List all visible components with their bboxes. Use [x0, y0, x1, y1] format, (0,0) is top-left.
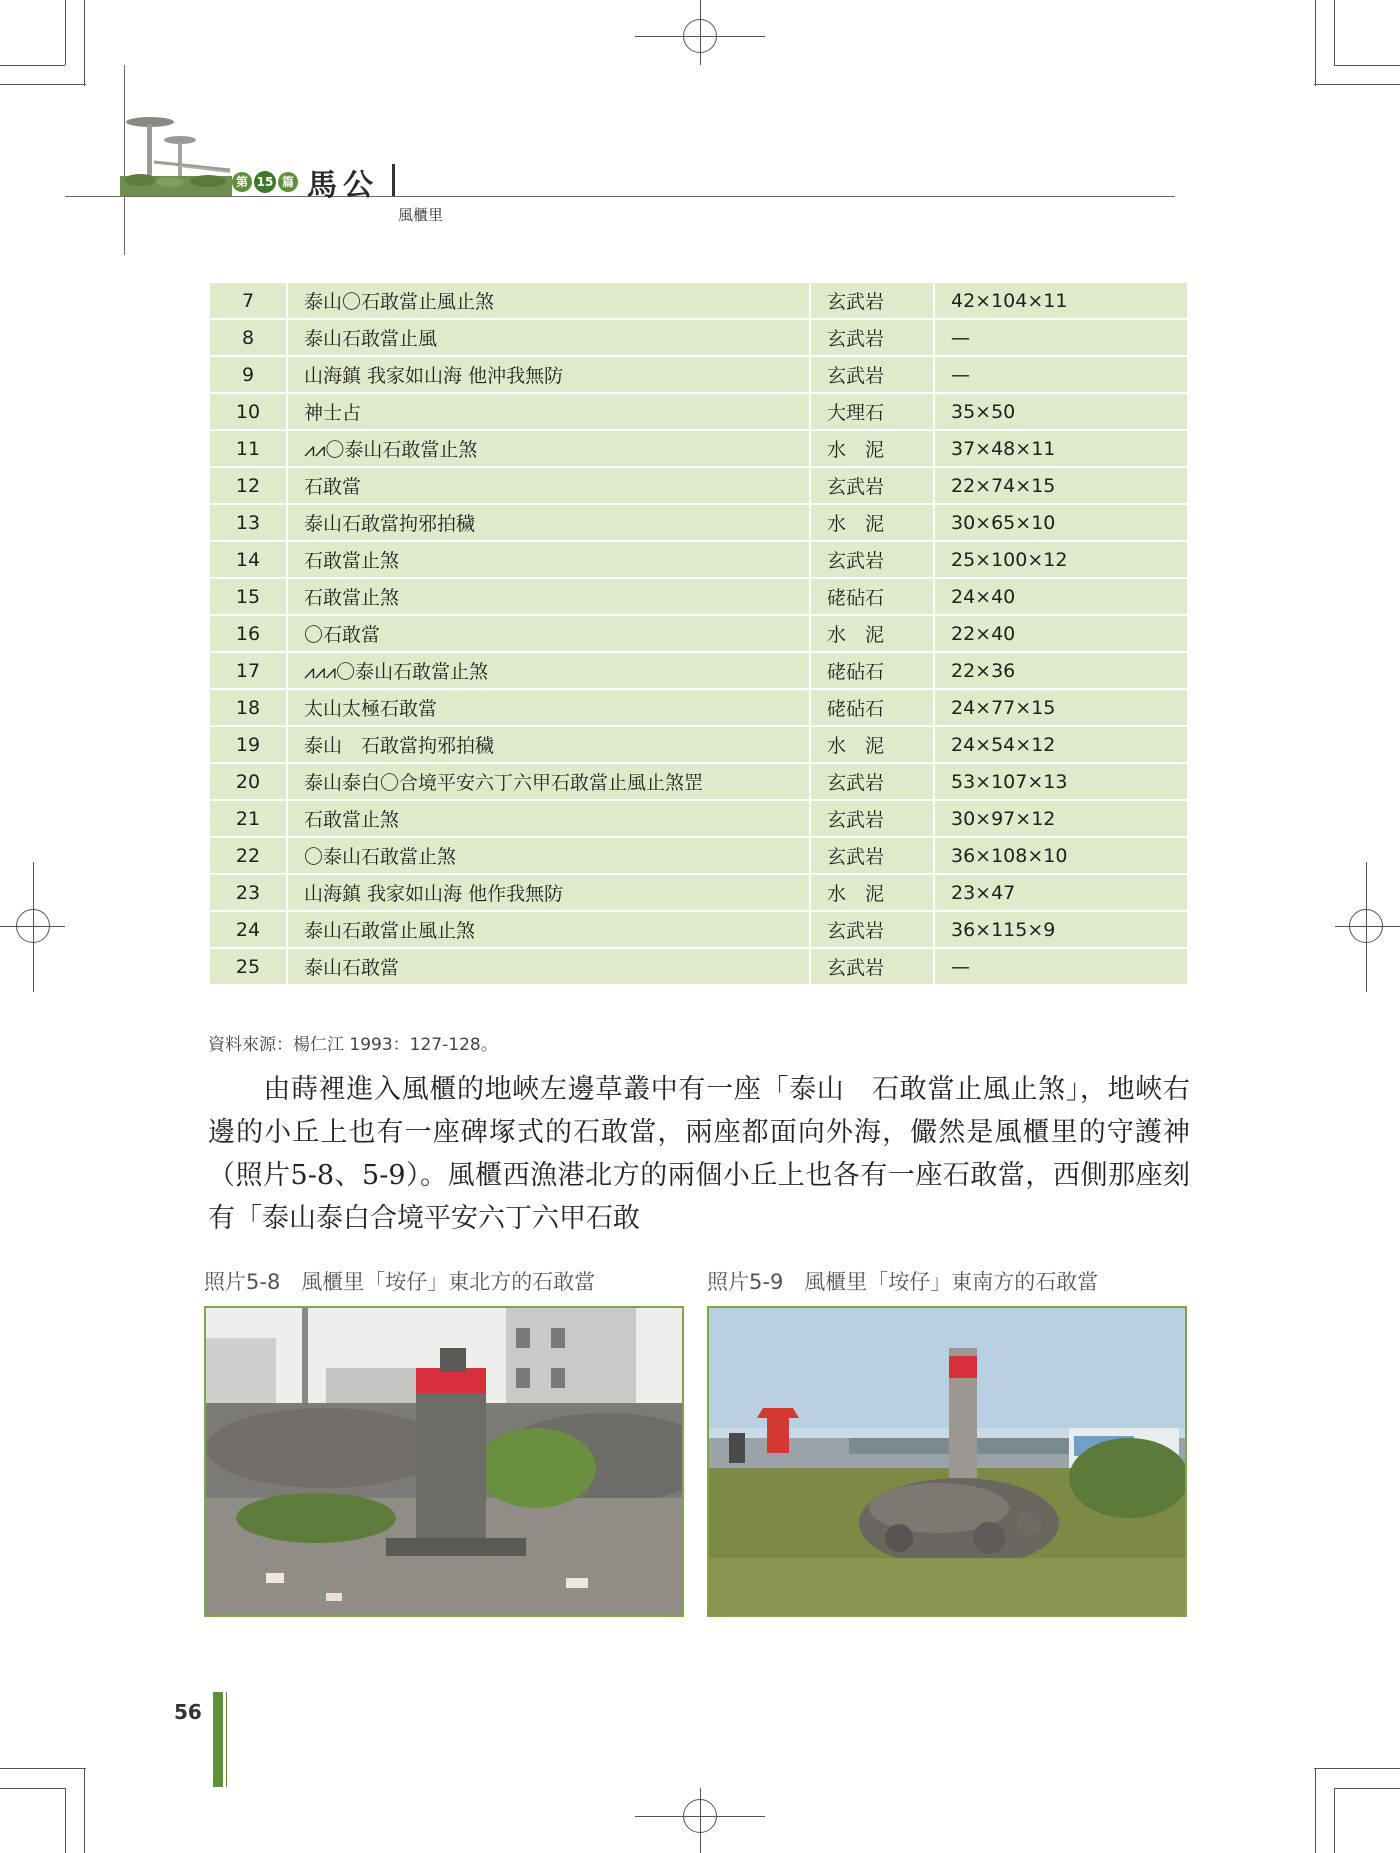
table-row: [209, 763, 1188, 800]
material-cell: 玄武岩: [810, 837, 934, 874]
size-cell: 37×48×11: [934, 430, 1188, 467]
crop-mark: [0, 84, 86, 85]
registration-mark: [683, 1799, 717, 1833]
crop-mark: [65, 1788, 66, 1853]
inscription-cell: 泰山石敢當止風: [287, 319, 810, 356]
table-row: [209, 393, 1188, 430]
inscription-cell: ⩘⩘⩘〇泰山石敢當止煞: [287, 652, 810, 689]
crop-mark: [1334, 65, 1400, 66]
row-number: 7: [209, 282, 287, 319]
table-row: [209, 911, 1188, 948]
crop-mark: [84, 0, 85, 86]
windmill-structure-illustration: [120, 110, 232, 196]
photo-5-9: [707, 1306, 1187, 1617]
inscription-cell: 泰山 石敢當拘邪拍穢: [287, 726, 810, 763]
inscription-cell: 泰山石敢當止風止煞: [287, 911, 810, 948]
table-row: [209, 689, 1188, 726]
material-cell: 玄武岩: [810, 356, 934, 393]
material-cell: 玄武岩: [810, 541, 934, 578]
table-row: [209, 319, 1188, 356]
table-body: [209, 282, 1188, 985]
table-row: [209, 615, 1188, 652]
row-number: 25: [209, 948, 287, 985]
crop-mark: [0, 1788, 65, 1789]
registration-mark: [16, 909, 50, 943]
material-cell: 玄武岩: [810, 911, 934, 948]
registration-mark: [683, 19, 717, 53]
table-row: [209, 874, 1188, 911]
table-row: [209, 356, 1188, 393]
crop-mark: [1334, 1788, 1400, 1789]
crop-mark: [1334, 0, 1335, 65]
size-cell: 24×54×12: [934, 726, 1188, 763]
row-number: 19: [209, 726, 287, 763]
stone-cairn-photo: [709, 1308, 1185, 1615]
body-paragraph: 由蒔裡進入風櫃的地峽左邊草叢中有一座「泰山 石敢當止風止煞」，地峽右邊的小丘上也有一座碑塚式的石敢當，兩座都面向外海，儼然是風櫃里的守護神（照片5-8、5-9）。風櫃西漁港北方的兩個小丘上也各有一座石敢當，西側那座刻有「泰山泰白合境平安六丁六甲石敢: [208, 1074, 1190, 1234]
table-row: [209, 652, 1188, 689]
material-cell: 水 泥: [810, 504, 934, 541]
table-row: [209, 948, 1188, 985]
row-number: 11: [209, 430, 287, 467]
crop-mark: [1314, 1768, 1400, 1769]
row-number: 21: [209, 800, 287, 837]
size-cell: 30×65×10: [934, 504, 1188, 541]
material-cell: 水 泥: [810, 430, 934, 467]
size-cell: 30×97×12: [934, 800, 1188, 837]
material-cell: 玄武岩: [810, 800, 934, 837]
row-number: 18: [209, 689, 287, 726]
row-number: 14: [209, 541, 287, 578]
size-cell: —: [934, 319, 1188, 356]
material-cell: 大理石: [810, 393, 934, 430]
size-cell: 22×74×15: [934, 467, 1188, 504]
material-cell: 玄武岩: [810, 467, 934, 504]
inscription-cell: ⩘⩘〇泰山石敢當止煞: [287, 430, 810, 467]
chapter-title: 馬公: [307, 168, 379, 203]
material-cell: 水 泥: [810, 726, 934, 763]
row-number: 16: [209, 615, 287, 652]
registration-mark: [1349, 909, 1383, 943]
source-note: 資料來源：楊仁江 1993：127-128。: [208, 1035, 498, 1055]
row-number: 12: [209, 467, 287, 504]
inscription-cell: 泰山石敢當: [287, 948, 810, 985]
photo-caption-5-9: 照片5-9 風櫃里「垵仔」東南方的石敢當: [707, 1270, 1099, 1294]
size-cell: 36×108×10: [934, 837, 1188, 874]
material-cell: 玄武岩: [810, 948, 934, 985]
row-number: 24: [209, 911, 287, 948]
crop-mark: [0, 65, 65, 66]
size-cell: 36×115×9: [934, 911, 1188, 948]
size-cell: —: [934, 948, 1188, 985]
title-divider: [392, 164, 395, 196]
size-cell: 23×47: [934, 874, 1188, 911]
photo-5-8: [204, 1306, 684, 1617]
row-number: 9: [209, 356, 287, 393]
crop-mark: [1315, 1768, 1316, 1853]
inscription-cell: 石敢當止煞: [287, 541, 810, 578]
crop-mark: [84, 1768, 85, 1853]
material-cell: 玄武岩: [810, 319, 934, 356]
volume-prefix: 第: [232, 172, 252, 192]
photo-caption-5-8: 照片5-8 風櫃里「垵仔」東北方的石敢當: [204, 1270, 596, 1294]
size-cell: 24×40: [934, 578, 1188, 615]
header-rule: [65, 196, 1175, 197]
material-cell: 硓砧石: [810, 689, 934, 726]
crop-mark: [0, 1768, 86, 1769]
row-number: 8: [209, 319, 287, 356]
material-cell: 硓砧石: [810, 578, 934, 615]
inscription-cell: 泰山石敢當拘邪拍穢: [287, 504, 810, 541]
row-number: 23: [209, 874, 287, 911]
stone-inscription-table: [208, 281, 1189, 986]
size-cell: —: [934, 356, 1188, 393]
inscription-cell: 石敢當止煞: [287, 578, 810, 615]
inscription-cell: 石敢當止煞: [287, 800, 810, 837]
table-row: [209, 467, 1188, 504]
crop-mark: [1334, 1788, 1335, 1853]
row-number: 13: [209, 504, 287, 541]
inscription-cell: 泰山〇石敢當止風止煞: [287, 282, 810, 319]
table-row: [209, 578, 1188, 615]
size-cell: 35×50: [934, 393, 1188, 430]
inscription-cell: 山海鎮 我家如山海 他沖我無防: [287, 356, 810, 393]
size-cell: 42×104×11: [934, 282, 1188, 319]
page-accent-line: [226, 1692, 227, 1787]
material-cell: 水 泥: [810, 874, 934, 911]
crop-mark: [1315, 0, 1316, 86]
volume-badge: [232, 171, 298, 193]
size-cell: 24×77×15: [934, 689, 1188, 726]
page-accent-bar: [213, 1692, 223, 1787]
inscription-cell: 石敢當: [287, 467, 810, 504]
size-cell: 53×107×13: [934, 763, 1188, 800]
table-row: [209, 504, 1188, 541]
material-cell: 玄武岩: [810, 763, 934, 800]
size-cell: 25×100×12: [934, 541, 1188, 578]
material-cell: 水 泥: [810, 615, 934, 652]
inscription-cell: 太山太極石敢當: [287, 689, 810, 726]
crop-mark: [65, 0, 66, 65]
inscription-cell: 泰山泰白〇合境平安六丁六甲石敢當止風止煞罡: [287, 763, 810, 800]
table-row: [209, 430, 1188, 467]
table-row: [209, 837, 1188, 874]
table-row: [209, 282, 1188, 319]
volume-number: 15: [254, 171, 276, 193]
inscription-cell: 神士占: [287, 393, 810, 430]
inscription-cell: 山海鎮 我家如山海 他作我無防: [287, 874, 810, 911]
page-number: 56: [174, 1700, 202, 1724]
size-cell: 22×36: [934, 652, 1188, 689]
material-cell: 玄武岩: [810, 282, 934, 319]
row-number: 15: [209, 578, 287, 615]
row-number: 20: [209, 763, 287, 800]
row-number: 22: [209, 837, 287, 874]
row-number: 17: [209, 652, 287, 689]
inscription-cell: 〇石敢當: [287, 615, 810, 652]
stone-tablet-wall-photo: [206, 1308, 682, 1615]
table-row: [209, 800, 1188, 837]
row-number: 10: [209, 393, 287, 430]
table-row: [209, 726, 1188, 763]
size-cell: 22×40: [934, 615, 1188, 652]
section-subtitle: 風櫃里: [398, 206, 444, 224]
inscription-cell: 〇泰山石敢當止煞: [287, 837, 810, 874]
material-cell: 硓砧石: [810, 652, 934, 689]
table-row: [209, 541, 1188, 578]
volume-suffix: 篇: [278, 172, 298, 192]
crop-mark: [1314, 84, 1400, 85]
